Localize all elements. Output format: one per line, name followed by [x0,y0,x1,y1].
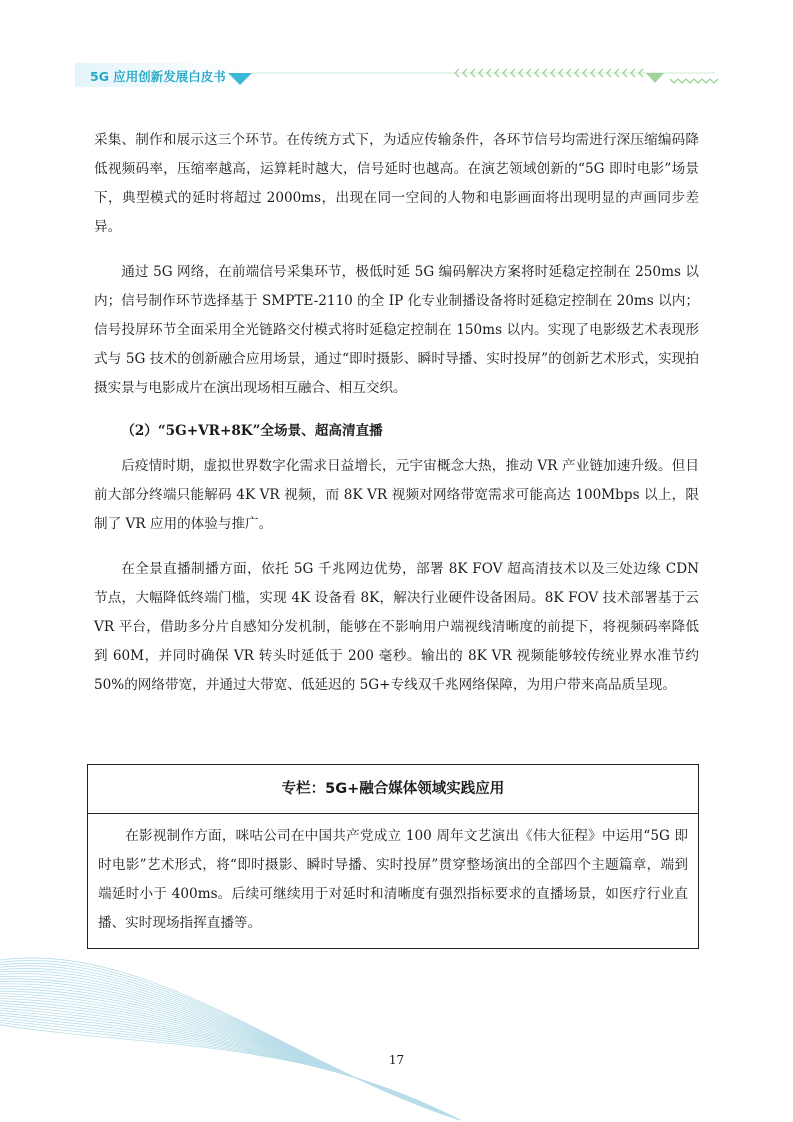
page-header [0,0,793,100]
column-box [87,764,699,949]
header-title: 5G 应用创新发展白皮书 [90,69,226,84]
section-subheading: （2）“5G+VR+8K”全场景、超高清直播 [121,423,383,439]
wave-line [0,1022,460,1120]
paragraph: 采集、制作和展示这三个环节。在传统方式下，为适应传输条件，各环节信号均需进行深压缩编码降低视频码率，压缩率越高，运算耗时越大，信号延时也越高。在演艺领域创新的“5G 即时电影”场景下，典型模式的延时将超过 2000ms，出现在同一空间的人物和电影画面将出现明显的声画同步差异。 [94,132,699,235]
column-box-body: 在影视制作方面，咪咕公司在中国共产党成立 100 周年文艺演出《伟大征程》中运用“5G 即时电影”艺术形式，将“即时摄影、瞬时导播、实时投屏”贯穿整场演出的全部四个主题篇章，端到端延时小于 400ms。后续可继续用于对延时和清晰度有强烈指标要求的直播场景，如医疗行业直播、实时现场指挥直播等。 [98,828,688,931]
chevron-icon [678,79,686,83]
wave-line [0,1018,460,1120]
chevron-icon [710,79,718,83]
paragraph: 后疫情时期，虚拟世界数字化需求日益增长，元宇宙概念大热，推动 VR 产业链加速升级。但目前大部分终端只能解码 4K VR 视频，而 8K VR 视频对网络带宽需求可能高达 100Mbps 以上，限制了 VR 应用的体验与推广。 [94,458,699,532]
chevron-icon [702,79,710,83]
column-box-title: 专栏：5G+融合媒体领域实践应用 [88,765,698,814]
chevron-icon [694,79,702,83]
chevron-icon [686,79,694,83]
paragraph: 通过 5G 网络，在前端信号采集环节，极低时延 5G 编码解决方案将时延稳定控制在 250ms 以内；信号制作环节选择基于 SMPTE-2110 的全 IP 化专业制播设备将时延稳定控制在 20ms 以内；信号投屏环节全面采用全光链路交付模式将时延稳定控制在 150ms 以内。实现了电影级艺术表现形式与 5G 技术的创新融合应用场景，通过“即时摄影、瞬时导播、实时投屏”的创新艺术形式，实现拍摄实景与电影成片在演出现场相互融合、相互交织。 [94,264,699,396]
chevron-icon [670,79,678,83]
page-number: 17 [388,1053,405,1067]
main-content [94,126,699,716]
paragraph: 在全景直播制播方面，依托 5G 千兆网边优势，部署 8K FOV 超高清技术以及三处边缘 CDN 节点，大幅降低终端门槛，实现 4K 设备看 8K，解决行业硬件设备困局。8K FOV 技术部署基于云 VR 平台，借助多分片自感知分发机制，能够在不影响用户端视线清晰度的前提下，将视频码率降低到 60M，并同时确保 VR 转头时延低于 200 毫秒。输出的 8K VR 视频能够较传统业界水准节约 50%的网络带宽，并通过大带宽、低延迟的 5G+专线双千兆网络保障，为用户带来高品质呈现。 [94,561,699,693]
wave-decoration [0,930,793,1122]
header-green-triangle-icon [646,73,664,83]
wave-line [0,984,460,1120]
chevron-row-right-icon [670,79,718,83]
